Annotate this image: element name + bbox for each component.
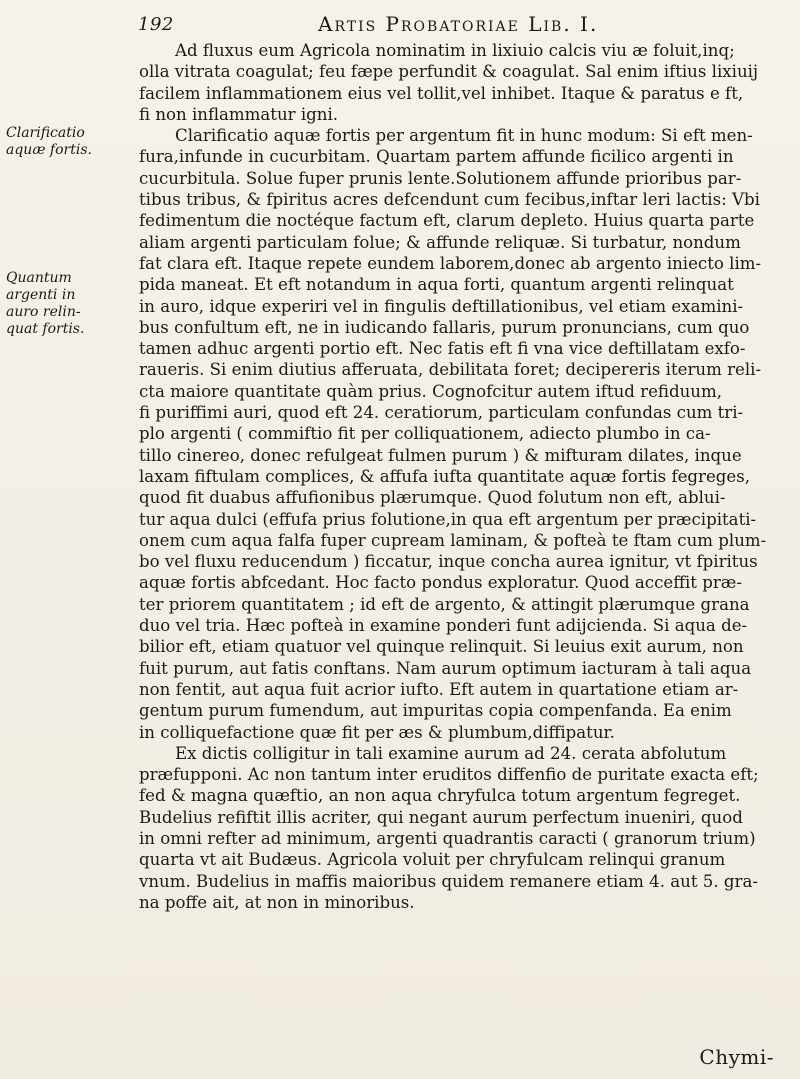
text-line: tibus tribus, & fpiritus acres defcendunt cum fecibus,inftar leri lactis: Vbi [139,190,760,210]
text-line: tamen adhuc argenti portio eft. Nec fatis eft fi vna vice deftillatam exfo- [139,339,746,359]
text-line: pida maneat. Et eft notandum in aqua forti, quantum argenti relinquat [139,275,734,295]
text-line: tur aqua dulci (effufa prius folutione,in qua eft argentum per præcipitati- [139,509,757,529]
text-line: in colliquefactione quæ fit per æs & plumbum,diffipatur. [139,722,615,742]
marginal-note-quantum [6,270,136,338]
catchword: Chymi- [699,1045,774,1069]
text-line: tillo cinereo, donec refulgeat fulmen purum ) & mifturam dilates, inque [139,445,742,465]
text-line: bus confultum eft, ne in iudicando fallaris, purum pronuncians, cum quo [139,317,750,337]
text-line: Ad fluxus eum Agricola nominatim in lixiuio calcis viu æ foluit,inq; [175,41,735,60]
marginal-note-line: aquæ fortis. [6,142,92,158]
text-line: fed & magna quæftio, an non aqua chryfulca totum argentum fegreget. [139,786,741,806]
marginal-note-clarificatio [6,125,136,159]
text-line: Ex dictis colligitur in tali examine aurum ad 24. cerata abfolutum [175,743,727,763]
text-line: fi puriffimi auri, quod eft 24. ceratiorum, particulam confundas cum tri- [139,403,744,423]
text-line: aliam argenti particulam folue; & affunde reliquæ. Si turbatur, nondum [139,232,741,252]
page-header [68,6,788,38]
text-line: laxam fiftulam complices, & affufa iufta quantitate aquæ fortis fegreges, [139,466,751,486]
marginal-note-line: Quantum [6,270,72,286]
text-line: fedimentum die noctéque factum eft, clarum depleto. Huius quarta parte [139,211,755,231]
text-line: cucurbitula. Solue fuper prunis lente.Solutionem affunde prioribus par- [139,168,742,188]
text-line: fat clara eft. Itaque repete eundem laborem,donec ab argento iniecto lim- [139,253,762,273]
running-title: Artis Probatoriae Lib. I. [318,12,599,36]
text-line: præfupponi. Ac non tantum inter eruditos diffenfio de puritate exacta eft; [139,765,759,785]
text-line: fura,infunde in cucurbitam. Quartam partem affunde ficilico argenti in [139,147,734,167]
text-line: onem cum aqua falfa fuper cupream laminam, & pofteà te ftam cum plum- [139,530,767,550]
text-line: gentum purum fumendum, aut impuritas copia compenfanda. Ea enim [139,701,732,721]
text-line: quod fit duabus affufionibus plærumque. Quod folutum non eft, ablui- [139,488,726,508]
text-line: facilem inflammationem eius vel tollit,vel inhibet. Itaque & paratus e ft, [139,83,744,103]
text-line: vnum. Budelius in maffis maioribus quidem remanere etiam 4. aut 5. gra- [139,871,758,891]
text-line: na poffe ait, at non in minoribus. [139,892,415,912]
text-line: olla vitrata coagulat; feu fæpe perfundit & coagulat. Sal enim iftius lixiuij [139,62,759,82]
text-line: cta maiore quantitate quàm prius. Cognofcitur autem iftud refiduum, [139,381,722,401]
text-line: bo vel fluxu reducendum ) ficcatur, inque concha aurea ignitur, vt fpiritus [139,552,758,572]
text-line: bilior eft, etiam quatuor vel quinque relinquit. Si leuius exit aurum, non [139,637,744,657]
text-line: non fentit, aut aqua fuit acrior iufto. Eft autem in quartatione etiam ar- [139,679,739,699]
body-text [139,40,791,913]
text-line: plo argenti ( commiftio fit per colliquationem, adiecto plumbo in ca- [139,424,711,444]
page-number: 192 [138,14,174,35]
text-line: duo vel tria. Hæc pofteà in examine ponderi funt adijcienda. Si aqua de- [139,616,748,636]
text-line: aquæ fortis abfcedant. Hoc facto pondus exploratur. Quod acceffit præ- [139,573,742,593]
text-line: in auro, idque experiri vel in fingulis deftillationibus, vel etiam examini- [139,296,744,316]
text-line: fi non inflammatur igni. [139,104,339,124]
text-line: fuit purum, aut fatis conftans. Nam aurum optimum iacturam à tali aqua [139,658,752,678]
marginal-note-line: Clarificatio [6,125,85,141]
text-line: ter priorem quantitatem ; id eft de argento, & attingit plærumque grana [139,594,750,614]
text-line: Budelius refiftit illis acriter, qui negant aurum perfectum inueniri, quod [139,807,743,827]
marginal-note-line: argenti in [6,287,76,303]
text-line: quarta vt ait Budæus. Agricola voluit per chryfulcam relinqui granum [139,850,726,870]
text-line: in omni refter ad minimum, argenti quadrantis caracti ( granorum trium) [139,828,756,848]
text-line: Clarificatio aquæ fortis per argentum fit in hunc modum: Si eft men- [175,126,753,146]
text-line: raueris. Si enim diutius afferuata, debilitata foret; decipereris iterum reli- [139,360,762,380]
marginal-note-line: auro relin- [6,304,81,320]
marginal-note-line: quat fortis. [6,321,85,337]
